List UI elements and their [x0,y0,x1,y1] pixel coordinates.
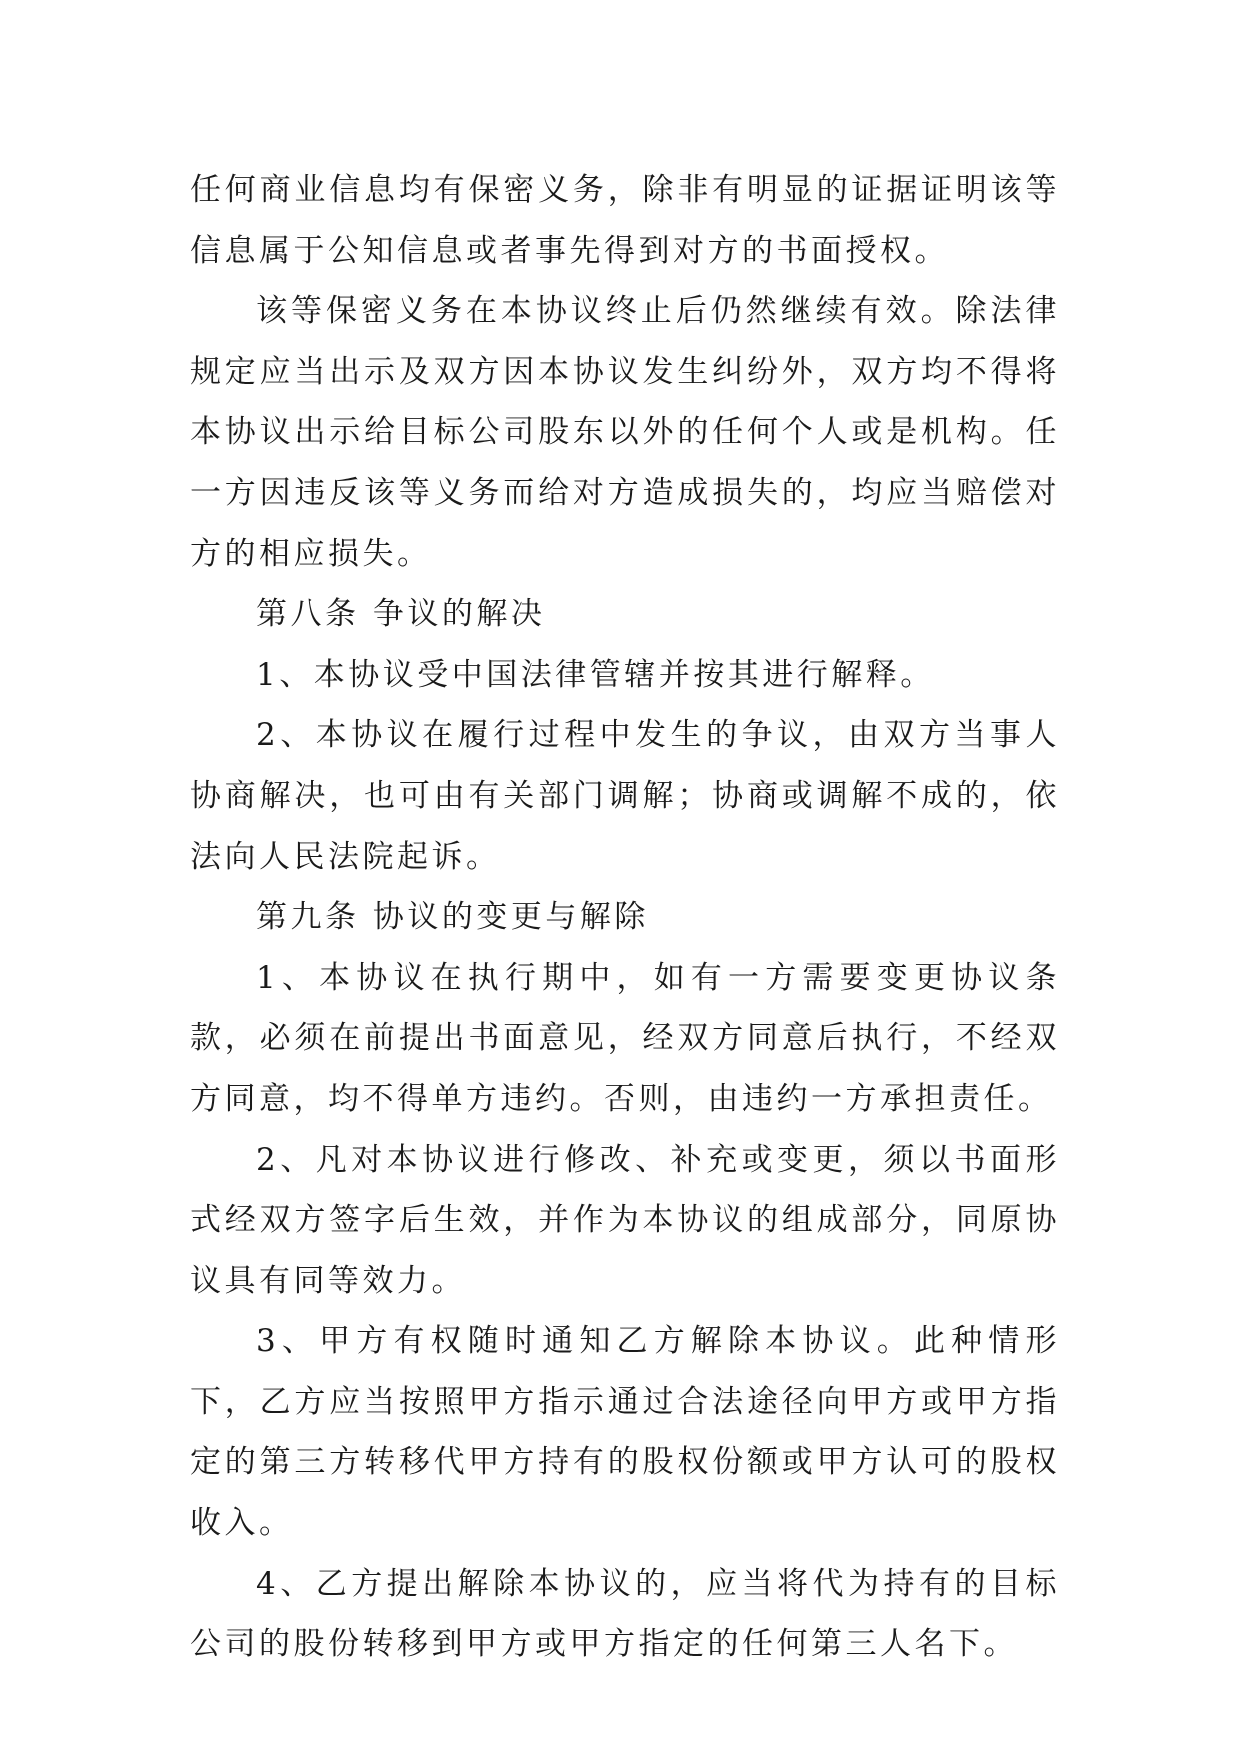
article-8-clause-1: 1、本协议受中国法律管辖并按其进行解释。 [256,656,935,693]
article-9-clause-2: 2、凡对本协议进行修改、补充或变更，须以书面形式经双方签字后生效，并作为本协议的组成部分，同原协议具有同等效力。 [190,1141,1060,1299]
article-8-heading: 第八条 争议的解决 [256,596,546,633]
paragraph-confidentiality-duration: 该等保密义务在本协议终止后仍然继续有效。除法律规定应当出示及双方因本协议发生纠纷外，双方均不得将本协议出示给目标公司股东以外的任何个人或是机构。任一方因违反该等义务而给对方造成损失的，均应当赔偿对方的相应损失。 [190,293,1060,572]
article-8-clause-2: 2、本协议在履行过程中发生的争议，由双方当事人协商解决，也可由有关部门调解；协商或调解不成的，依法向人民法院起诉。 [190,717,1060,875]
article-9-heading: 第九条 协议的变更与解除 [256,899,649,936]
article-9-clause-3: 3、甲方有权随时通知乙方解除本协议。此种情形下，乙方应当按照甲方指示通过合法途径向甲方或甲方指定的第三方转移代甲方持有的股权份额或甲方认可的股权收入。 [190,1323,1060,1542]
article-9-clause-4: 4、乙方提出解除本协议的，应当将代为持有的目标公司的股份转移到甲方或甲方指定的任何第三人名下。 [190,1565,1060,1663]
document-body [190,160,1060,1675]
paragraph-confidentiality-continued: 任何商业信息均有保密义务，除非有明显的证据证明该等信息属于公知信息或者事先得到对方的书面授权。 [190,172,1060,269]
article-9-clause-1: 1、本协议在执行期中，如有一方需要变更协议条款，必须在前提出书面意见，经双方同意后执行，不经双方同意，均不得单方违约。否则，由违约一方承担责任。 [190,959,1060,1117]
